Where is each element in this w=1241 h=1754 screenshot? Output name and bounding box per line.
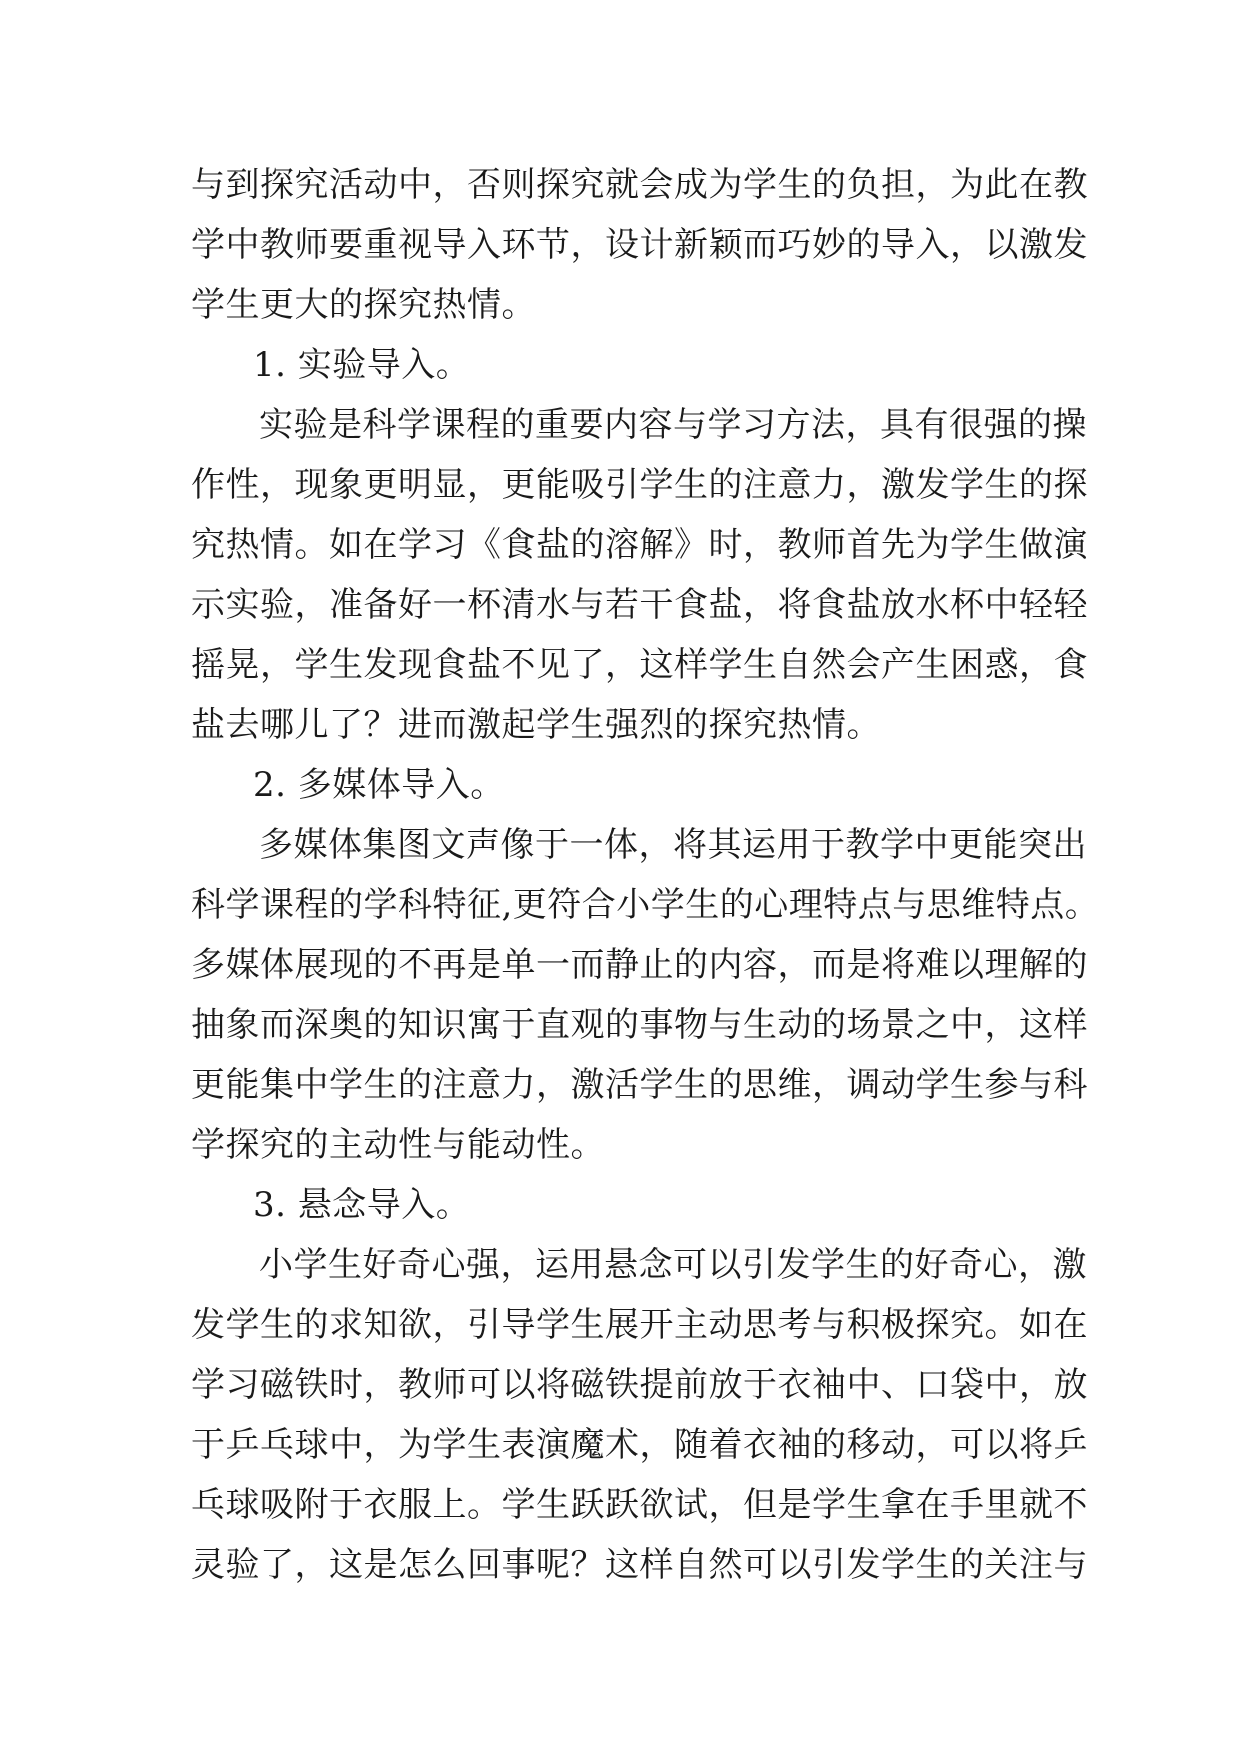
text-line: 抽象而深奥的知识寓于直观的事物与生动的场景之中，这样 (191, 1005, 1088, 1045)
text-line: 更能集中学生的注意力，激活学生的思维，调动学生参与科 (191, 1065, 1088, 1105)
text-line: 乓球吸附于衣服上。学生跃跃欲试，但是学生拿在手里就不 (191, 1485, 1088, 1525)
text-line: 多媒体展现的不再是单一而静止的内容，而是将难以理解的 (191, 945, 1088, 985)
text-line: 灵验了，这是怎么回事呢？这样自然可以引发学生的关注与 (191, 1545, 1088, 1585)
paragraph (191, 395, 1088, 755)
text-line: 学探究的主动性与能动性。 (191, 1125, 605, 1165)
section-heading: 3. 悬念导入。 (253, 1185, 471, 1225)
text-line: 科学课程的学科特征,更符合小学生的心理特点与思维特点。 (191, 885, 1100, 925)
paragraph (191, 815, 1100, 1175)
text-line: 多媒体集图文声像于一体，将其运用于教学中更能突出 (259, 825, 1087, 865)
text-line: 实验是科学课程的重要内容与学习方法，具有很强的操 (259, 405, 1087, 445)
text-line: 与到探究活动中，否则探究就会成为学生的负担，为此在教 (191, 165, 1088, 205)
text-line: 盐去哪儿了？进而激起学生强烈的探究热情。 (191, 705, 881, 745)
text-line: 小学生好奇心强，运用悬念可以引发学生的好奇心，激 (259, 1245, 1087, 1285)
paragraph (191, 1235, 1088, 1595)
text-line: 学生更大的探究热情。 (191, 285, 536, 325)
text-line: 作性，现象更明显，更能吸引学生的注意力，激发学生的探 (191, 465, 1088, 505)
text-line: 学习磁铁时，教师可以将磁铁提前放于衣袖中、口袋中，放 (191, 1365, 1088, 1405)
text-line: 究热情。如在学习《食盐的溶解》时，教师首先为学生做演 (191, 525, 1088, 565)
text-line: 于乒乓球中，为学生表演魔术，随着衣袖的移动，可以将乒 (191, 1425, 1088, 1465)
document-page (191, 155, 1100, 1595)
text-line: 示实验，准备好一杯清水与若干食盐，将食盐放水杯中轻轻 (191, 585, 1088, 625)
section-heading: 2. 多媒体导入。 (253, 765, 505, 805)
text-line: 摇晃，学生发现食盐不见了，这样学生自然会产生困惑，食 (191, 645, 1088, 685)
text-line: 发学生的求知欲，引导学生展开主动思考与积极探究。如在 (191, 1305, 1088, 1345)
text-line: 学中教师要重视导入环节，设计新颖而巧妙的导入，以激发 (191, 225, 1088, 265)
paragraph (191, 155, 1088, 335)
section-heading: 1. 实验导入。 (253, 345, 471, 385)
